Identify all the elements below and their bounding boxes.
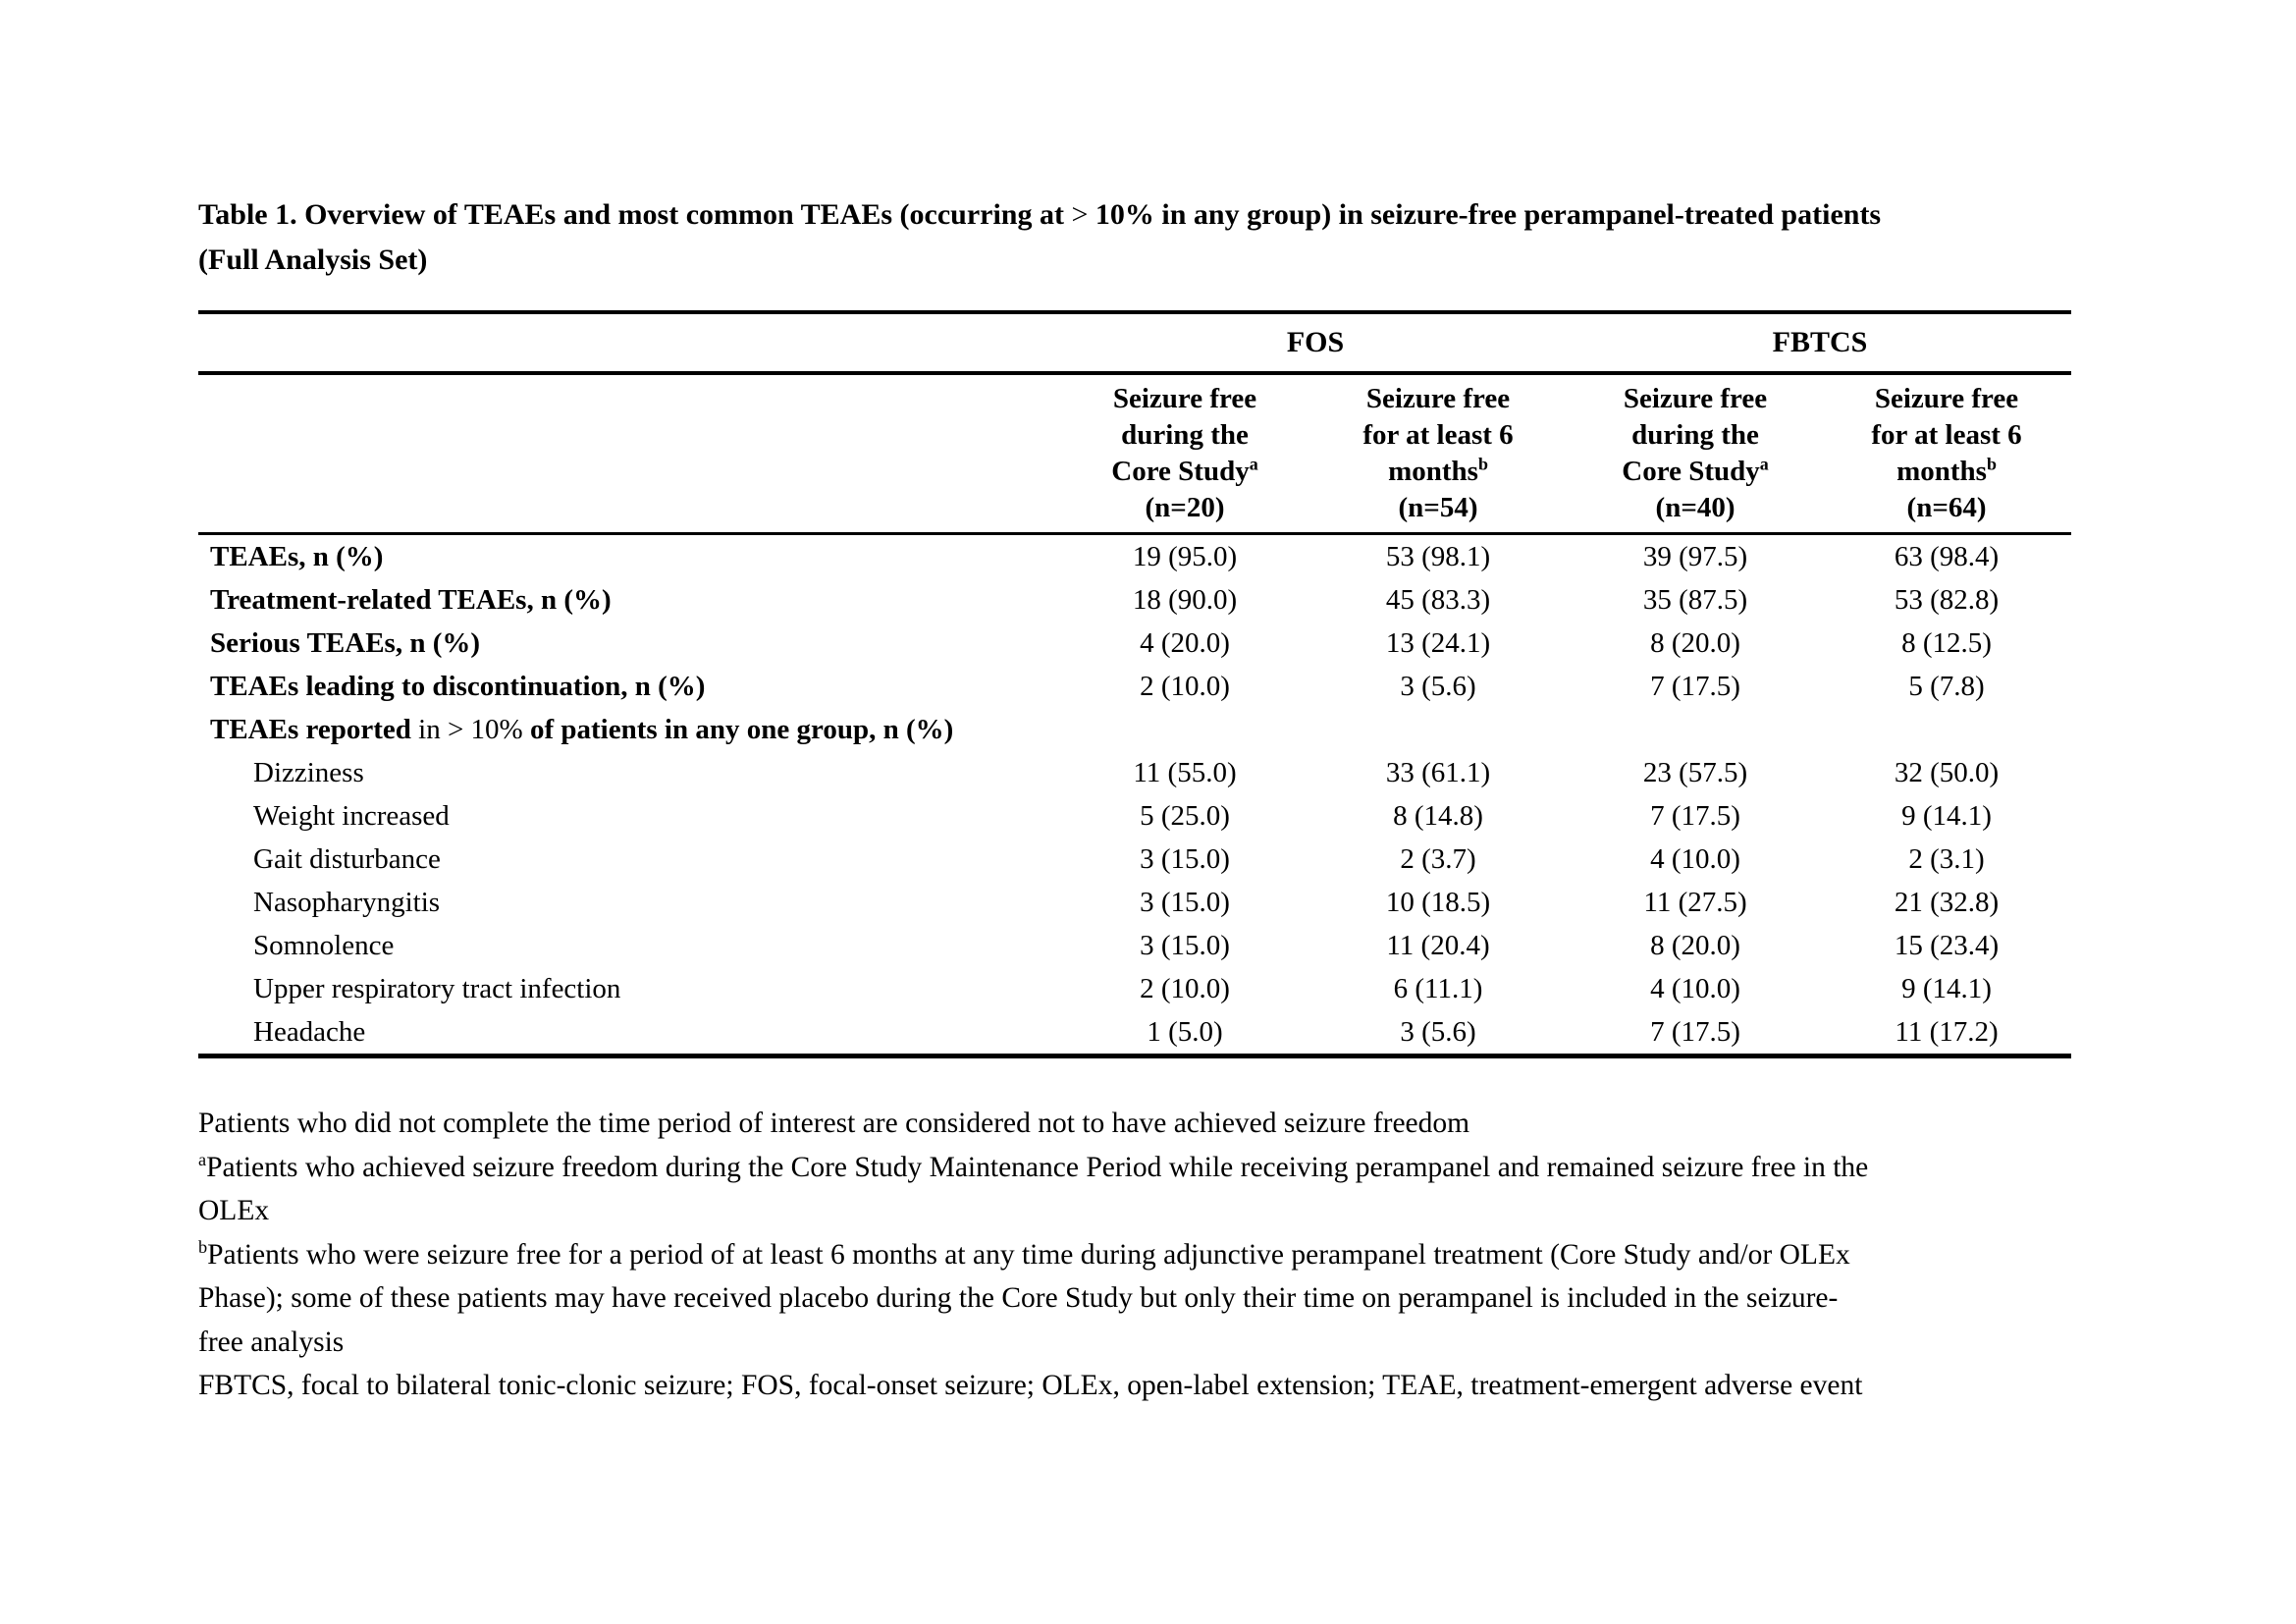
column-header-row — [198, 373, 2071, 534]
cell-value: 9 (14.1) — [1901, 799, 1992, 832]
cell-value: 11 (55.0) — [1133, 756, 1237, 788]
text-segment: Upper respiratory tract infection — [253, 972, 621, 1004]
column-header — [1308, 373, 1569, 534]
table-row — [198, 665, 2071, 708]
row-label — [198, 881, 1062, 924]
cell-value: 3 (15.0) — [1140, 842, 1230, 875]
group-header-fos: FOS — [1062, 312, 1569, 373]
cell-value: 32 (50.0) — [1894, 756, 2000, 788]
cell-value: 18 (90.0) — [1132, 583, 1238, 616]
row-label — [198, 794, 1062, 838]
text-segment: Headache — [253, 1015, 366, 1048]
cell-value: 6 (11.1) — [1393, 972, 1483, 1004]
cell-value — [1822, 708, 2071, 751]
table-row — [198, 751, 2071, 794]
cell-value — [1308, 708, 1569, 751]
text-segment: 10% in any group) in seizure-free perampanel-treated patients — [1095, 198, 1882, 231]
text-segment: Gait disturbance — [253, 842, 441, 875]
cell-value: 7 (17.5) — [1650, 670, 1740, 702]
footnote-marker: a — [1759, 454, 1769, 474]
text-segment: Nasopharyngitis — [253, 886, 441, 918]
column-header-line: for at least 6 — [1362, 419, 1514, 451]
footnote-marker: b — [1986, 454, 1997, 474]
cell-value: 8 (20.0) — [1650, 929, 1740, 961]
column-header — [1569, 373, 1822, 534]
table-header — [198, 312, 2071, 534]
cell-value — [1569, 708, 1822, 751]
cell-value: 4 (10.0) — [1650, 972, 1740, 1004]
group-header-row — [198, 312, 2071, 373]
table-caption — [198, 192, 1965, 283]
cell-value: 35 (87.5) — [1642, 583, 1748, 616]
row-label — [198, 708, 1062, 751]
row-label — [198, 838, 1062, 881]
cell-value: 39 (97.5) — [1642, 540, 1748, 572]
column-header-line: Core Study$^a$ — [1622, 454, 1769, 487]
caption-line — [198, 192, 1965, 238]
column-header-line: during the — [1631, 419, 1759, 451]
cell-value: 2 (3.1) — [1908, 842, 1985, 875]
empty-corner-cell — [198, 312, 1062, 373]
column-header — [1822, 373, 2071, 534]
footnote: Patients who did not complete the time period of interest are considered not to have achieved seizure freedom — [198, 1108, 1470, 1139]
row-label — [198, 924, 1062, 967]
text-segment: Serious TEAEs, n (%) — [210, 626, 481, 659]
cell-value: 11 (17.2) — [1895, 1015, 1999, 1048]
cell-value: 3 (15.0) — [1140, 886, 1230, 918]
cell-value: 10 (18.5) — [1385, 886, 1491, 918]
cell-value: 53 (82.8) — [1894, 583, 2000, 616]
column-header-line: months$^b$ — [1388, 454, 1488, 487]
text-segment: TEAEs, n (%) — [210, 540, 384, 572]
cell-value: 23 (57.5) — [1642, 756, 1748, 788]
column-header-line: Seizure free — [1623, 383, 1768, 414]
cell-value — [1062, 708, 1308, 751]
footnote-marker: b — [198, 1236, 208, 1257]
row-label — [198, 967, 1062, 1010]
footnote: FBTCS, focal to bilateral tonic-clonic seizure; FOS, focal-onset seizure; OLEx, open-label extension; TEAE, treatment-emergent adverse event — [198, 1370, 1863, 1401]
text-segment: Treatment-related TEAEs, n (%) — [210, 583, 612, 616]
cell-value: 3 (15.0) — [1140, 929, 1230, 961]
table-row — [198, 534, 2071, 579]
text-segment: Dizziness — [253, 756, 364, 788]
cell-value: 1 (5.0) — [1147, 1015, 1223, 1048]
cell-value: 8 (20.0) — [1650, 626, 1740, 659]
text-segment: of patients in any one group, n (%) — [529, 713, 954, 745]
column-header-line: (n=20) — [1145, 492, 1225, 523]
cell-value: 4 (20.0) — [1140, 626, 1230, 659]
cell-value: 33 (61.1) — [1385, 756, 1491, 788]
cell-value: 3 (5.6) — [1400, 1015, 1476, 1048]
column-header-line: Seizure free — [1112, 383, 1257, 414]
cell-value: 9 (14.1) — [1901, 972, 1992, 1004]
table-row — [198, 881, 2071, 924]
cell-value: 53 (98.1) — [1385, 540, 1491, 572]
table-row — [198, 924, 2071, 967]
cell-value: 11 (27.5) — [1643, 886, 1747, 918]
column-header — [1062, 373, 1308, 534]
cell-value: 15 (23.4) — [1894, 929, 2000, 961]
column-header-line: (n=40) — [1655, 492, 1735, 523]
table-row — [198, 708, 2071, 751]
footnote-marker: b — [1477, 454, 1488, 474]
text-segment: Weight increased — [253, 799, 450, 832]
cell-value: 11 (20.4) — [1386, 929, 1490, 961]
row-label — [198, 751, 1062, 794]
text-segment: TEAEs reported — [210, 713, 419, 745]
row-label — [198, 578, 1062, 622]
table-body — [198, 534, 2071, 1056]
cell-value: 63 (98.4) — [1894, 540, 2000, 572]
cell-value: 2 (3.7) — [1400, 842, 1476, 875]
cell-value: 13 (24.1) — [1385, 626, 1491, 659]
column-header-line: for at least 6 — [1871, 419, 2022, 451]
table-row — [198, 838, 2071, 881]
column-header-line: during the — [1121, 419, 1249, 451]
column-header-line: months$^b$ — [1896, 454, 1997, 487]
cell-value: 2 (10.0) — [1140, 972, 1230, 1004]
cell-value: 8 (12.5) — [1901, 626, 1992, 659]
cell-value: 2 (10.0) — [1140, 670, 1230, 702]
empty-label-cell — [198, 373, 1062, 534]
table-row — [198, 967, 2071, 1010]
cell-value: 7 (17.5) — [1650, 1015, 1740, 1048]
footnote-marker: a — [1249, 454, 1258, 474]
group-header-fbtcs: FBTCS — [1569, 312, 2071, 373]
text-segment: Somnolence — [253, 929, 395, 961]
column-header-line: Seizure free — [1874, 383, 2019, 414]
table-row — [198, 794, 2071, 838]
row-label — [198, 665, 1062, 708]
row-label — [198, 534, 1062, 579]
table-row — [198, 622, 2071, 665]
table-row — [198, 1010, 2071, 1056]
table-row — [198, 578, 2071, 622]
text-segment: TEAEs leading to discontinuation, n (%) — [210, 670, 706, 702]
text-segment: Table 1. Overview of TEAEs and most common TEAEs (occurring at — [198, 198, 1072, 231]
cell-value: 5 (25.0) — [1140, 799, 1230, 832]
row-label — [198, 622, 1062, 665]
footnote: $^b$Patients who were seizure free for a period of at least 6 months at any time during adjunctive perampanel treatment (Core Study and/or OLEx Phase); some of these patients may have received placebo during the Core Study but only their time on perampanel is included in the seizure- free analysis — [198, 1236, 1850, 1358]
cell-value: 4 (10.0) — [1650, 842, 1740, 875]
footnotes — [198, 1102, 2220, 1408]
cell-value: 45 (83.3) — [1385, 583, 1491, 616]
column-header-line: (n=64) — [1906, 492, 1987, 523]
cell-value: 19 (95.0) — [1132, 540, 1238, 572]
column-header-line: (n=54) — [1398, 492, 1478, 523]
caption-line — [198, 238, 1965, 283]
text-segment: (Full Analysis Set) — [198, 244, 428, 276]
cell-value: 7 (17.5) — [1650, 799, 1740, 832]
cell-value: 3 (5.6) — [1400, 670, 1476, 702]
row-label — [198, 1010, 1062, 1056]
cell-value: 8 (14.8) — [1393, 799, 1483, 832]
cell-value: 21 (32.8) — [1894, 886, 2000, 918]
text-segment: > — [1071, 198, 1095, 231]
footnote: $^a$Patients who achieved seizure freedom during the Core Study Maintenance Period while receiving perampanel and remained seizure free in the OLEx — [198, 1149, 1869, 1226]
column-header-line: Core Study$^a$ — [1111, 454, 1258, 487]
column-header-line: Seizure free — [1365, 383, 1511, 414]
footnote-marker: a — [198, 1149, 207, 1169]
text-segment: in > 10% — [418, 713, 530, 745]
teae-table — [198, 310, 2071, 1058]
cell-value: 5 (7.8) — [1908, 670, 1985, 702]
